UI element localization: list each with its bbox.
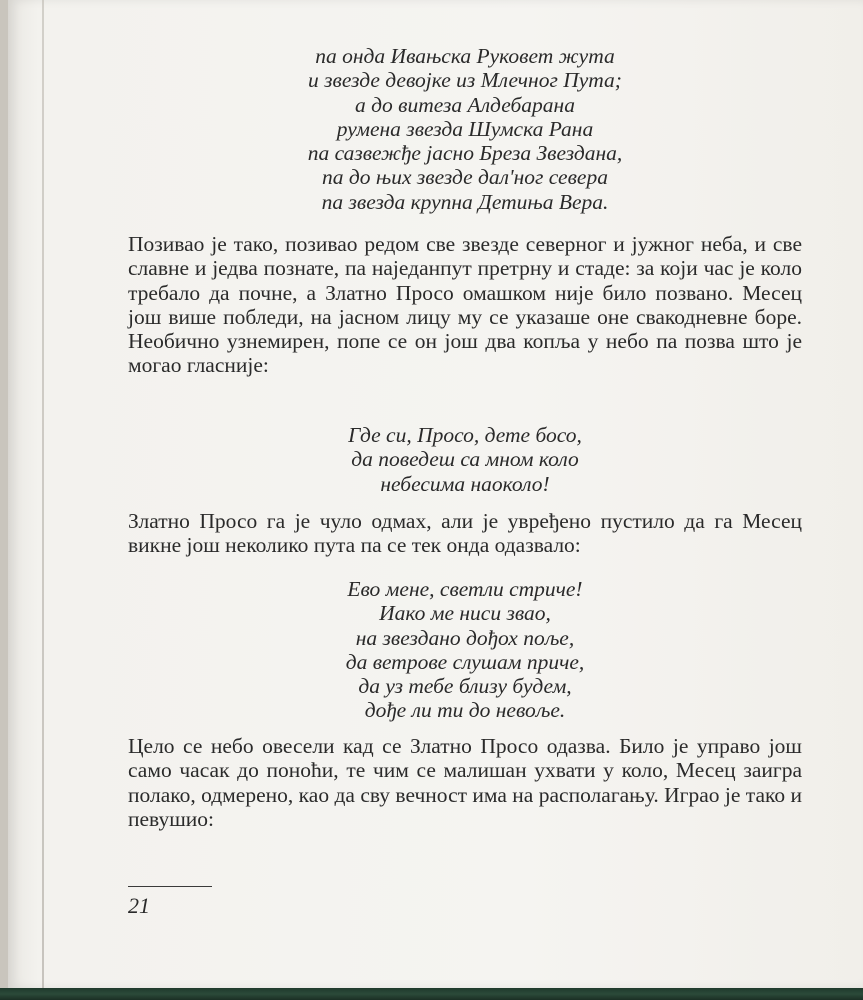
verse-line: Где си, Просо, дете босо, [348, 423, 582, 447]
verse-line: дође ли ти до невоље. [364, 698, 566, 723]
paragraph-2: Златно Просо га је чуло одмах, али је увређено пустило да га Месец викне још неколико пута па се тек онда одазвало: [128, 509, 802, 558]
verse-line: да уз тебе близу будем, [358, 674, 572, 699]
verse-line: па сазвежђе јасно Бреза Звездана, [307, 141, 623, 166]
verse-line: да поведеш са мном коло [351, 447, 579, 472]
paragraph-3: Цело се небо овесели кад се Златно Просо одазва. Било је управо још само часак до поноћи, те чим се малишан ухвати у коло, Месец заигра полако, одмерено, као да сву вечност има на располагању. Играо је тако и певушио: [128, 734, 802, 831]
verse-line: Ево мене, светли стриче! [347, 577, 583, 601]
verse-line: да ветрове слушам приче, [345, 649, 585, 674]
book-page [8, 0, 863, 988]
verse-line: и звезде девојке из Млечног Пута; [308, 68, 622, 93]
verse-line: па онда Ивањска Руковет жута [315, 44, 615, 68]
footer-rule [128, 886, 212, 887]
page-number: 21 [128, 893, 150, 918]
verse-line: румена звезда Шумска Рана [336, 116, 594, 141]
verse-stanza-2 [128, 423, 802, 496]
verse-stanza-3 [128, 577, 802, 723]
paragraph-1: Позивао је тако, позивао редом све звезде северног и јужног неба, и све славне и једва познате, па наједанпут претрну и стаде: за који час је коло требало да почне, а Златно Просо омашком није било позвано. Месец још више побледи, на јасном лицу му се указаше оне свакодневне боре. Необично узнемирен, попе се он још два копља у небо па позва што је могао гласније: [128, 232, 802, 378]
verse-line: па звезда крупна Детиња Вера. [321, 189, 609, 214]
verse-line: на звездано дођох поље, [355, 625, 575, 650]
book-cover-edge [0, 988, 863, 1000]
verse-line: небесима наоколо! [380, 471, 550, 496]
page-gutter [42, 0, 44, 988]
verse-line: а до витеза Алдебарана [355, 92, 575, 117]
verse-line: Иако ме ниси звао, [379, 601, 551, 626]
verse-stanza-1 [128, 44, 802, 214]
verse-line: па до њих звезде дал'ног севера [322, 165, 608, 190]
